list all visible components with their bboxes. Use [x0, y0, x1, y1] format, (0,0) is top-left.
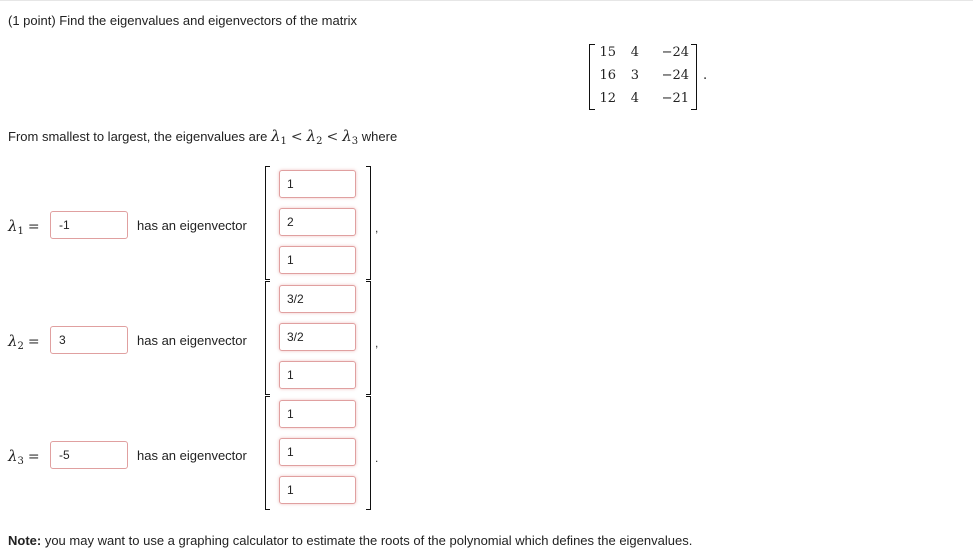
lambda-2-input[interactable]	[50, 326, 128, 354]
top-divider	[0, 0, 973, 1]
matrix-cell: 12	[599, 91, 616, 106]
where-text: where	[361, 129, 398, 144]
matrix	[589, 44, 697, 110]
eigenvector-3-component-3[interactable]	[279, 476, 356, 504]
note-text: you may want to use a graphing calculator to estimate the roots of the polynomial which defines the eigenvalues.	[41, 533, 693, 548]
intro-text: From smallest to largest, the eigenvalues are	[8, 129, 268, 144]
matrix-right-bracket	[691, 44, 697, 110]
eigenvector-3-component-2[interactable]	[279, 438, 356, 466]
has-eigenvector-text: has an eigenvector	[137, 448, 247, 463]
lambda-3-symbol: $\lambda_3$	[342, 127, 359, 147]
less-than-sign: <	[290, 129, 303, 145]
vector-3-period: .	[375, 451, 379, 465]
matrix-cell: −24	[661, 68, 689, 83]
vector-1-left-bracket	[265, 166, 270, 280]
less-than-sign: <	[326, 129, 339, 145]
lambda-1-input[interactable]	[50, 211, 128, 239]
lambda-1-symbol: $\lambda_1$	[271, 127, 287, 147]
vector-1-comma: ,	[375, 221, 379, 235]
eigenvector-1-component-2[interactable]	[279, 208, 356, 236]
eigenvalue-intro	[8, 127, 397, 147]
matrix-cell: 16	[599, 68, 616, 83]
eigenvector-1-component-3[interactable]	[279, 246, 356, 274]
problem-title: (1 point) Find the eigenvalues and eigenvectors of the matrix	[8, 13, 358, 28]
eigenvector-2-component-3[interactable]	[279, 361, 356, 389]
note	[8, 533, 692, 548]
vector-2-left-bracket	[265, 281, 270, 395]
vector-1-right-bracket	[366, 166, 371, 280]
matrix-cell: 4	[630, 45, 639, 60]
matrix-cell: −24	[661, 45, 689, 60]
has-eigenvector-text: has an eigenvector	[137, 333, 247, 348]
matrix-cell: 15	[599, 45, 616, 60]
vector-3-right-bracket	[366, 396, 371, 510]
eigenvector-3-component-1[interactable]	[279, 400, 356, 428]
matrix-cell: 4	[630, 91, 639, 106]
lambda-1-label: $\lambda_1$ =	[8, 217, 40, 237]
matrix-cell: −21	[661, 91, 689, 106]
lambda-2-symbol: $\lambda_2$	[306, 127, 323, 147]
eigenvector-2-component-1[interactable]	[279, 285, 356, 313]
vector-2-right-bracket	[366, 281, 371, 395]
has-eigenvector-text: has an eigenvector	[137, 218, 247, 233]
matrix-cell: 3	[630, 68, 639, 83]
lambda-2-label: $\lambda_2$ =	[8, 332, 40, 352]
eigenvector-2-component-2[interactable]	[279, 323, 356, 351]
matrix-left-bracket	[589, 44, 595, 110]
matrix-period: .	[703, 68, 708, 83]
lambda-3-label: $\lambda_3$ =	[8, 447, 40, 467]
vector-3-left-bracket	[265, 396, 270, 510]
eigenvector-1-component-1[interactable]	[279, 170, 356, 198]
lambda-3-input[interactable]	[50, 441, 128, 469]
note-label: Note:	[8, 533, 42, 548]
vector-2-comma: ,	[375, 336, 379, 350]
